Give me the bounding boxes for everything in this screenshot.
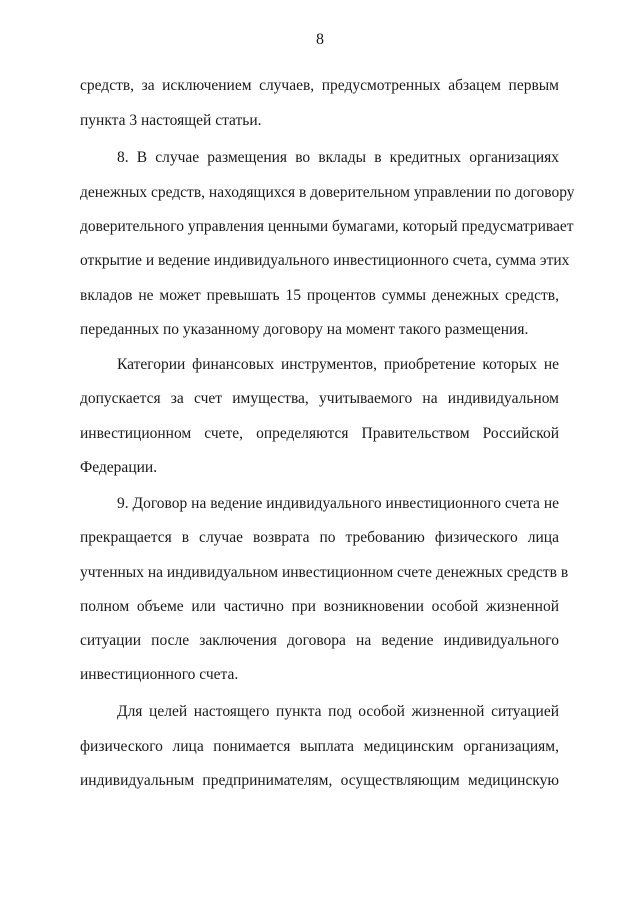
text-line: Федерации.: [80, 459, 158, 476]
text-line: индивидуальным предпринимателям, осуществляющим медицинскую: [80, 772, 559, 789]
paragraph-first-line: Категории финансовых инструментов, приобретение которых не: [117, 356, 559, 373]
text-line: инвестиционном счете, определяются Правительством Российской: [80, 425, 559, 442]
text-line: допускается за счет имущества, учитываемого на индивидуальном: [80, 390, 559, 407]
text-line: средств, за исключением случаев, предусмотренных абзацем первым: [80, 77, 559, 94]
text-line: доверительного управления ценными бумагами, который предусматривает: [80, 218, 574, 235]
text-line: открытие и ведение индивидуального инвестиционного счета, сумма этих: [80, 252, 570, 269]
paragraph-first-line: Для целей настоящего пункта под особой жизненной ситуацией: [117, 703, 559, 720]
text-line: пункта 3 настоящей статьи.: [80, 112, 262, 129]
text-line: переданных по указанному договору на момент такого размещения.: [80, 321, 529, 338]
text-line: учтенных на индивидуальном инвестиционном счете денежных средств в: [80, 564, 569, 581]
text-line: денежных средств, находящихся в доверительном управлении по договору: [80, 184, 575, 201]
text-line: ситуации после заключения договора на ведение индивидуального: [80, 632, 559, 649]
page-number: 8: [316, 31, 324, 48]
text-line: прекращается в случае возврата по требованию физического лица: [80, 529, 559, 546]
text-line: вкладов не может превышать 15 процентов суммы денежных средств,: [80, 287, 559, 304]
paragraph-first-line: 9. Договор на ведение индивидуального инвестиционного счета не: [117, 495, 559, 512]
text-line: полном объеме или частично при возникновении особой жизненной: [80, 598, 559, 615]
text-line: физического лица понимается выплата медицинским организациям,: [80, 738, 559, 755]
paragraph-first-line: 8. В случае размещения во вклады в кредитных организациях: [117, 149, 559, 166]
text-line: инвестиционного счета.: [80, 666, 239, 683]
